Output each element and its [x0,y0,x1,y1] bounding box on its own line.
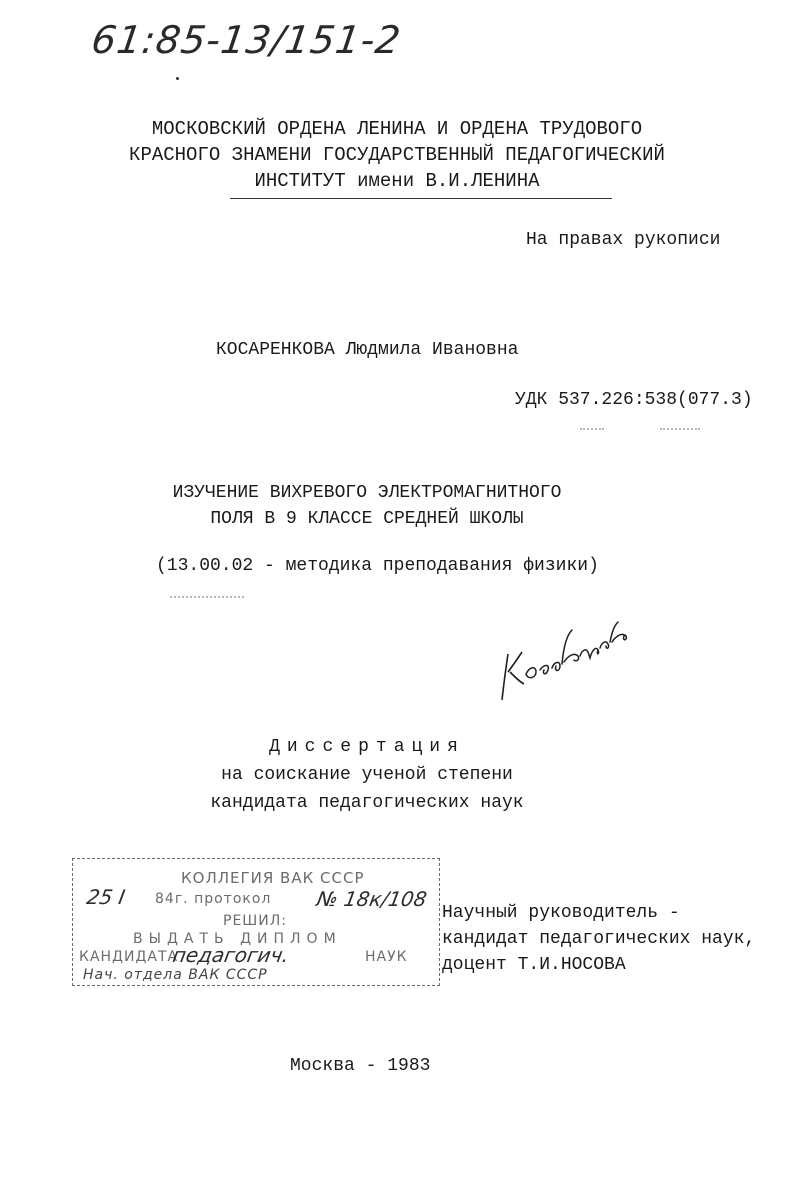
stamp-line-2: 84г. протокол [155,891,272,907]
vak-stamp [72,858,440,986]
ink-dot [176,77,179,80]
supervisor-block [442,900,755,978]
institution-line-2: КРАСНОГО ЗНАМЕНИ ГОСУДАРСТВЕННЫЙ ПЕДАГОГИЧЕСКИЙ [129,144,665,166]
scan-specks [660,428,700,432]
author-name: КОСАРЕНКОВА Людмила Ивановна [216,340,519,360]
header-underline [230,198,612,199]
udc-code: УДК 537.226:538(077.3) [515,390,753,410]
stamp-line-5-prefix: КАНДИДАТА [79,949,179,965]
title-line-1: ИЗУЧЕНИЕ ВИХРЕВОГО ЭЛЕКТРОМАГНИТНОГО [172,483,562,503]
rights-note: На правах рукописи [526,230,721,250]
title-line-2: ПОЛЯ В 9 КЛАССЕ СРЕДНЕЙ ШКОЛЫ [210,509,524,529]
handwritten-archive-number: 61:85-13/151-2 [88,18,404,62]
degree-line-3: кандидата педагогических наук [210,793,524,813]
supervisor-line-2: кандидат педагогических наук, [442,929,756,949]
institution-line-1: МОСКОВСКИЙ ОРДЕНА ЛЕНИНА И ОРДЕНА ТРУДОВОГО [151,118,643,140]
dissertation-title [0,480,734,532]
stamp-line-4: ВЫДАТЬ ДИПЛОМ [133,931,342,947]
institution-header [0,116,794,194]
stamp-line-5-suffix: НАУК [365,949,408,965]
stamp-line-3: РЕШИЛ: [223,913,287,929]
supervisor-line-3: доцент Т.И.НОСОВА [442,955,626,975]
institution-line-3: ИНСТИТУТ имени В.И.ЛЕНИНА [254,170,540,192]
degree-block [0,733,734,817]
degree-line-2: на соискание ученой степени [221,765,513,785]
specialty-code: (13.00.02 - методика преподавания физики) [156,556,599,576]
stamp-protocol-number: № 18к/108 [314,887,429,911]
stamp-date: 25 I [84,885,127,909]
city-year: Москва - 1983 [290,1056,431,1076]
author-signature [494,608,644,708]
scan-specks [580,428,604,432]
stamp-field-handwritten: педагогич. [170,943,292,967]
stamp-line-1: КОЛЛЕГИЯ ВАК СССР [181,869,365,887]
signature-text: Косаренкова [494,608,501,609]
supervisor-line-1: Научный руководитель - [442,903,680,923]
scan-specks [170,596,244,600]
degree-heading: Диссертация [269,737,465,757]
stamp-line-6: Нач. отдела ВАК СССР [83,967,268,983]
